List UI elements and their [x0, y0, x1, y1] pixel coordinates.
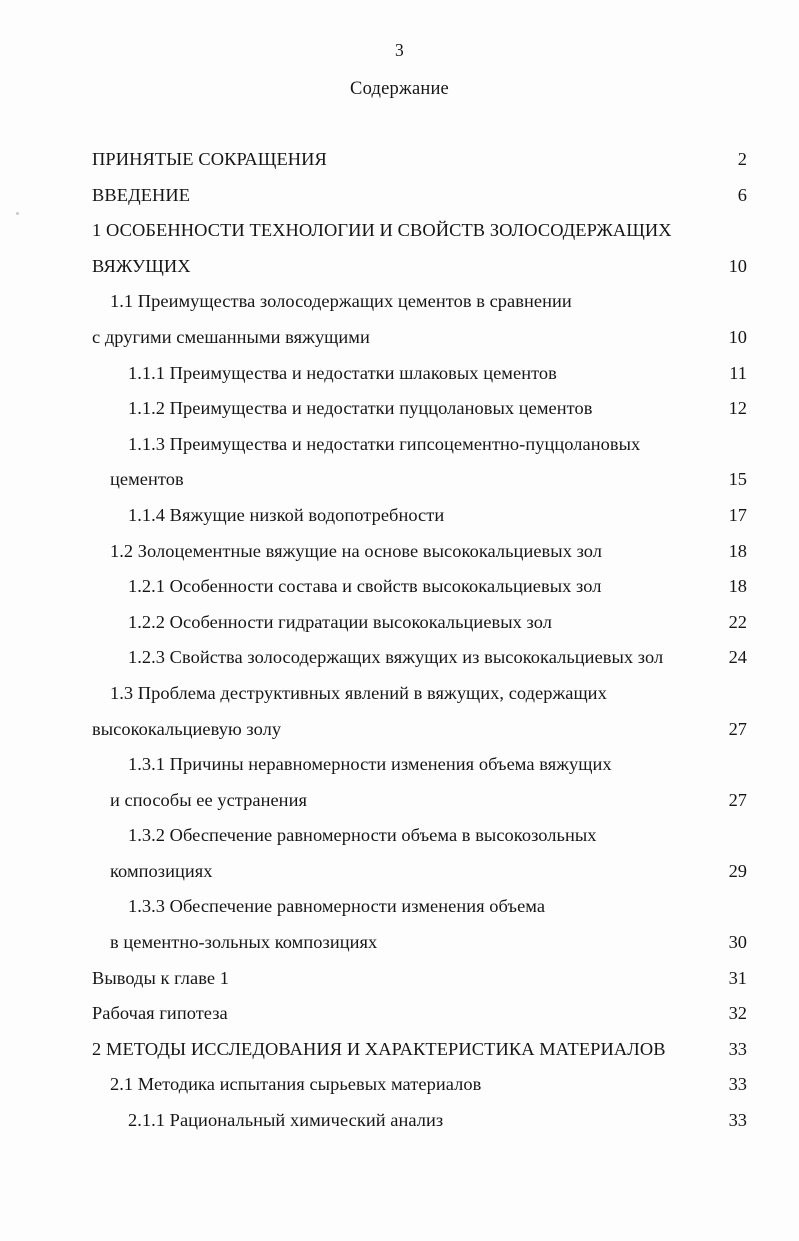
- toc-entry[interactable]: [0, 391, 799, 427]
- toc-entry-label: 1.3.1 Причины неравномерности изменения объема вяжущих: [128, 754, 612, 775]
- toc-entry-label: 2.1.1 Рациональный химический анализ: [128, 1110, 444, 1131]
- toc-entry-label: ПРИНЯТЫЕ СОКРАЩЕНИЯ: [92, 149, 327, 169]
- toc-entry-page-number: 6: [737, 184, 747, 205]
- toc-entry[interactable]: [0, 1032, 799, 1068]
- toc-entry-label: 1.1.4 Вяжущие низкой водопотребности: [128, 504, 445, 525]
- toc-entry-page-number: 17: [728, 504, 747, 525]
- toc-entry-page-number: 32: [728, 1003, 747, 1024]
- toc-entry[interactable]: [0, 249, 799, 285]
- toc-entry[interactable]: [0, 1067, 799, 1103]
- toc-entry-page-number: 33: [728, 1038, 747, 1059]
- toc-entry[interactable]: [0, 213, 799, 249]
- toc-entry[interactable]: [0, 676, 799, 712]
- toc-entry[interactable]: [0, 925, 799, 961]
- toc-entry-label: 1.1 Преимущества золосодержащих цементов в сравнении: [110, 291, 572, 312]
- toc-entry-page-number: 15: [728, 469, 747, 490]
- toc-entry-page-number: 18: [728, 540, 747, 561]
- toc-entry-label: 1.2 Золоцементные вяжущие на основе высококальциевых зол: [110, 540, 603, 561]
- toc-entry-page-number: 10: [728, 326, 747, 347]
- toc-entry-page-number: 18: [728, 576, 747, 597]
- toc-entry[interactable]: [0, 178, 799, 214]
- toc-entry-label: 1.3 Проблема деструктивных явлений в вяжущих, содержащих: [110, 682, 607, 703]
- toc-entry-page-number: 27: [728, 718, 747, 739]
- toc-entry-label: 1.2.2 Особенности гидратации высококальциевых зол: [128, 611, 552, 632]
- toc-entry[interactable]: [0, 462, 799, 498]
- toc-entry-label: Выводы к главе 1: [92, 967, 229, 988]
- toc-entry[interactable]: [0, 747, 799, 783]
- toc-entry-label: ВЯЖУЩИХ: [92, 255, 191, 276]
- toc-entry-page-number: 29: [728, 860, 747, 881]
- toc-entry[interactable]: [0, 320, 799, 356]
- toc-entry[interactable]: [0, 284, 799, 320]
- toc-entry-label: ВВЕДЕНИЕ: [92, 184, 191, 205]
- toc-entry[interactable]: [0, 818, 799, 854]
- toc-entry-page-number: 10: [728, 255, 747, 276]
- toc-entry-label: 1.2.3 Свойства золосодержащих вяжущих из высококальциевых зол: [128, 647, 664, 668]
- toc-entry-label: Рабочая гипотеза: [92, 1003, 228, 1024]
- toc-entry-page-number: 30: [728, 932, 747, 953]
- table-of-contents: [0, 142, 799, 1139]
- toc-entry[interactable]: [0, 1103, 799, 1139]
- toc-entry[interactable]: [0, 427, 799, 463]
- toc-entry[interactable]: [0, 889, 799, 925]
- toc-entry-label: 1.3.2 Обеспечение равномерности объема в высокозольных: [128, 825, 597, 846]
- toc-entry-page-number: 33: [728, 1110, 747, 1131]
- toc-entry-page-number: 33: [728, 1074, 747, 1095]
- toc-entry[interactable]: [0, 854, 799, 890]
- toc-entry[interactable]: [0, 712, 799, 748]
- toc-entry-label: 1.1.1 Преимущества и недостатки шлаковых цементов: [128, 362, 557, 383]
- toc-entry[interactable]: [0, 996, 799, 1032]
- toc-entry[interactable]: [0, 142, 799, 178]
- toc-entry-label: 1.2.1 Особенности состава и свойств высококальциевых зол: [128, 576, 602, 597]
- toc-entry-label: и способы ее устранения: [110, 789, 307, 810]
- toc-entry[interactable]: [0, 605, 799, 641]
- toc-entry-page-number: 2: [737, 149, 747, 169]
- toc-entry-label: цементов: [110, 469, 184, 490]
- toc-entry-label: 2 МЕТОДЫ ИССЛЕДОВАНИЯ И ХАРАКТЕРИСТИКА МАТЕРИАЛОВ: [92, 1038, 666, 1059]
- toc-entry[interactable]: [0, 569, 799, 605]
- toc-entry-label: в цементно-зольных композициях: [110, 932, 378, 953]
- toc-entry-label: 2.1 Методика испытания сырьевых материалов: [110, 1074, 482, 1095]
- toc-entry-page-number: 22: [728, 611, 747, 632]
- page-title: Содержание: [350, 79, 449, 99]
- toc-entry-page-number: 12: [728, 398, 747, 419]
- toc-entry[interactable]: [0, 498, 799, 534]
- page-number: 3: [395, 40, 404, 60]
- toc-entry-label: 1 ОСОБЕННОСТИ ТЕХНОЛОГИИ И СВОЙСТВ ЗОЛОСОДЕРЖАЩИХ: [92, 220, 672, 241]
- toc-entry-page-number: 27: [728, 789, 747, 810]
- toc-entry[interactable]: [0, 534, 799, 570]
- toc-entry-page-number: 31: [728, 967, 747, 988]
- toc-entry-page-number: 24: [728, 647, 747, 668]
- toc-entry[interactable]: [0, 783, 799, 819]
- toc-entry-label: высококальциевую золу: [92, 718, 282, 739]
- toc-entry-label: 1.1.2 Преимущества и недостатки пуццолановых цементов: [128, 398, 593, 419]
- toc-entry-label: композициях: [110, 860, 213, 881]
- toc-entry-label: с другими смешанными вяжущими: [92, 326, 370, 347]
- toc-entry[interactable]: [0, 640, 799, 676]
- toc-entry-label: 1.1.3 Преимущества и недостатки гипсоцементно-пуццолановых: [128, 433, 641, 454]
- toc-entry-label: 1.3.3 Обеспечение равномерности изменения объема: [128, 896, 546, 917]
- toc-entry-page-number: 11: [729, 362, 747, 383]
- toc-entry[interactable]: [0, 961, 799, 997]
- toc-entry[interactable]: [0, 356, 799, 392]
